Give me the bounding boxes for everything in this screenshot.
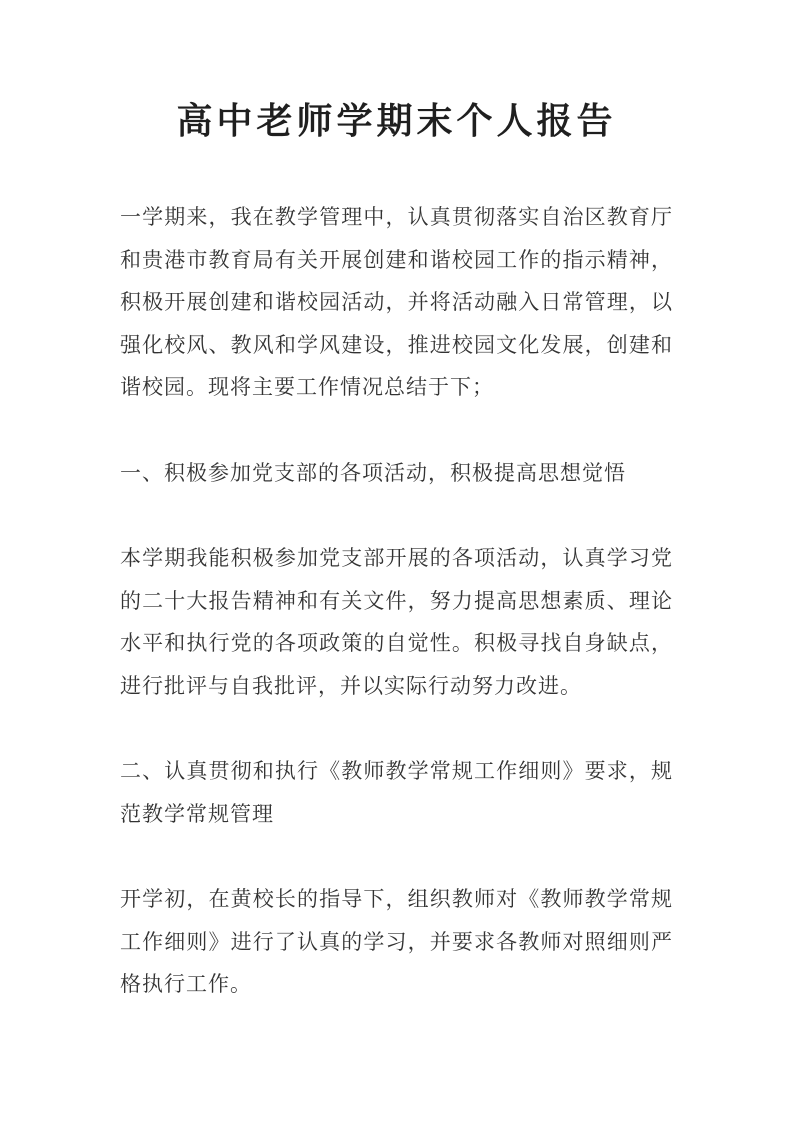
document-title: 高中老师学期末个人报告 (176, 101, 617, 141)
section-2-heading: 二、认真贯彻和执行《教师教学常规工作细则》要求，规范教学常规管理 (120, 759, 673, 826)
intro-paragraph: 一学期来，我在教学管理中，认真贯彻落实自治区教育厅和贵港市教育局有关开展创建和谐校园工作的指示精神，积极开展创建和谐校园活动，并将活动融入日常管理，以强化校风、教风和学风建设，推进校园文化发展，创建和谐校园。现将主要工作情况总结于下； (120, 205, 673, 399)
section-1-paragraph: 本学期我能积极参加党支部开展的各项活动，认真学习党的二十大报告精神和有关文件，努力提高思想素质、理论水平和执行党的各项政策的自觉性。积极寻找自身缺点，进行批评与自我批评，并以实际行动努力改进。 (120, 546, 673, 698)
section-2-paragraph: 开学初，在黄校长的指导下，组织教师对《教师教学常规工作细则》进行了认真的学习，并要求各教师对照细则严格执行工作。 (120, 887, 673, 996)
section-1-heading: 一、积极参加党支部的各项活动，积极提高思想觉悟 (120, 460, 626, 485)
